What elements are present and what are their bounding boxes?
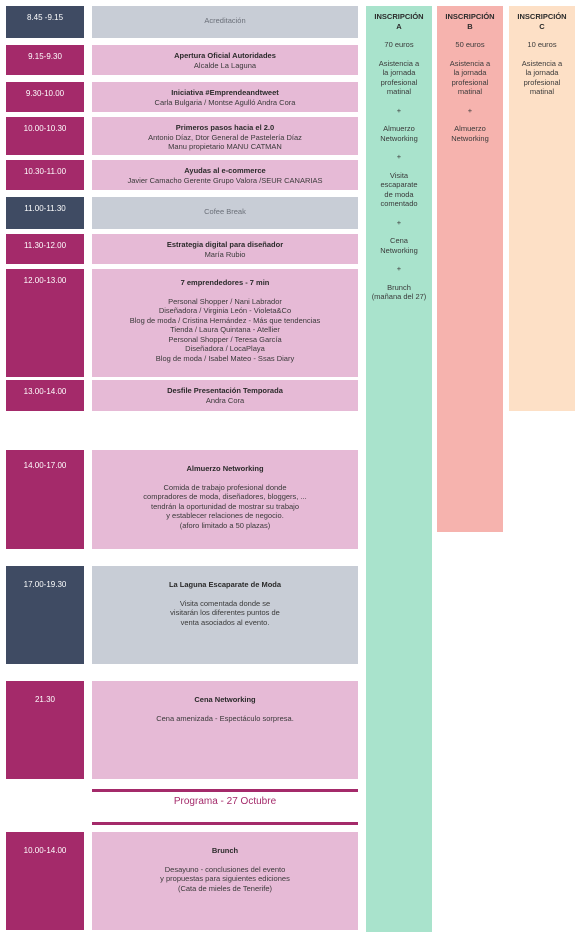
event-line: y establecer relaciones de negocio. xyxy=(166,511,284,520)
event-line: María Rubio xyxy=(204,249,246,259)
inscripcion-item: profesional xyxy=(451,77,489,87)
event-block xyxy=(92,197,358,229)
inscripcion-heading: INSCRIPCIÓN xyxy=(374,12,424,21)
time-slot: 14.00-17.00 xyxy=(6,450,84,549)
event-block xyxy=(92,82,358,112)
event-block xyxy=(92,832,358,930)
event-title: Brunch xyxy=(211,846,239,855)
event-line: Cofee Break xyxy=(204,207,246,216)
inscripcion-price: 70 euros xyxy=(384,40,414,49)
inscripcion-item: matinal xyxy=(457,87,483,96)
inscripcion-item: Networking xyxy=(380,245,418,255)
event-block xyxy=(92,117,358,155)
event-block xyxy=(92,566,358,664)
inscripcion-item: Networking xyxy=(451,133,489,143)
inscripcion-item: Visita xyxy=(389,170,409,180)
event-block xyxy=(92,6,358,38)
event-title: Cena Networking xyxy=(194,695,256,704)
time-slot: 10.00-10.30 xyxy=(6,117,84,155)
inscripcion-item: profesional xyxy=(380,77,418,87)
inscripcion-letter: C xyxy=(539,21,545,31)
plus-sign: + xyxy=(396,152,402,161)
event-line: Antonio Díaz, Dtor General de Pastelería Díaz xyxy=(148,132,302,142)
divider xyxy=(92,822,358,825)
event-block xyxy=(92,160,358,190)
event-line: Personal Shopper / Teresa García xyxy=(168,334,282,344)
plus-sign: + xyxy=(396,264,402,273)
event-line: Personal Shopper / Nani Labrador xyxy=(168,296,282,306)
inscripcion-item: (mañana del 27) xyxy=(371,292,427,301)
event-line: compradores de moda, diseñadores, bloggers, ... xyxy=(143,492,307,501)
event-line: Desayuno - conclusiones del evento xyxy=(164,864,286,874)
event-line: Andra Cora xyxy=(205,395,245,405)
event-line: (aforo limitado a 50 plazas) xyxy=(179,520,271,530)
event-line: (Cata de mieles de Tenerife) xyxy=(177,883,273,893)
inscripcion-item: matinal xyxy=(386,87,412,96)
event-title: La Laguna Escaparate de Moda xyxy=(168,580,282,589)
event-line: Carla Bulgaria / Montse Agulló Andra Cora xyxy=(154,97,296,107)
event-line: Cena amenizada - Espectáculo sorpresa. xyxy=(156,713,294,723)
inscripcion-item: Almuerzo xyxy=(383,124,415,133)
event-line: Diseñadora / LocaPlaya xyxy=(185,344,265,353)
inscripcion-item: Cena xyxy=(390,236,408,245)
time-slot: 9.30-10.00 xyxy=(6,82,84,112)
inscripcion-item: Networking xyxy=(380,133,418,143)
event-line: Tienda / Laura Quintana - Atellier xyxy=(170,325,280,334)
time-slot: 21.30 xyxy=(6,681,84,779)
event-title: Primeros pasos hacia el 2.0 xyxy=(175,123,275,132)
event-line: visitarán los diferentes puntos de xyxy=(170,608,280,617)
time-slot: 10.30-11.00 xyxy=(6,160,84,190)
plus-sign: + xyxy=(396,105,402,115)
inscripcion-item: profesional xyxy=(523,77,561,87)
event-title: Estrategia digital para diseñador xyxy=(166,240,284,249)
inscripcion-item: Asistencia a xyxy=(449,58,491,68)
time-slot: 9.15-9.30 xyxy=(6,45,84,75)
event-line: Diseñadora / Virginia León - Violeta&Co xyxy=(158,306,292,315)
event-line: Acreditación xyxy=(204,16,246,25)
inscripcion-item: Asistencia a xyxy=(521,58,563,68)
inscripcion-heading: INSCRIPCIÓN xyxy=(517,12,567,21)
event-block xyxy=(92,380,358,411)
inscripcion-heading: INSCRIPCIÓN xyxy=(445,12,495,21)
time-slot: 17.00-19.30 xyxy=(6,566,84,664)
event-block xyxy=(92,45,358,75)
inscripcion-c-column xyxy=(509,6,575,411)
event-title: Almuerzo Networking xyxy=(186,464,264,473)
inscripcion-item: Asistencia a xyxy=(378,58,420,68)
inscripcion-item: la jornada xyxy=(525,68,559,77)
day-title: Programa - 27 Octubre xyxy=(173,796,277,807)
inscripcion-item: Almuerzo xyxy=(454,124,486,133)
event-block xyxy=(92,450,358,549)
inscripcion-item: la jornada xyxy=(453,68,487,77)
inscripcion-price: 50 euros xyxy=(455,40,485,49)
event-title: Iniciativa #Emprendeandtweet xyxy=(171,88,279,97)
event-line: Manu propietario MANU CATMAN xyxy=(168,142,282,151)
event-line: Alcalde La Laguna xyxy=(193,60,257,70)
event-line: Visita comentada donde se xyxy=(179,598,271,608)
event-block xyxy=(92,681,358,779)
inscripcion-letter: A xyxy=(396,21,402,31)
inscripcion-a-column xyxy=(366,6,432,932)
event-block xyxy=(92,269,358,377)
time-slot: 11.30-12.00 xyxy=(6,234,84,264)
time-slot: 11.00-11.30 xyxy=(6,197,84,229)
event-title: 7 emprendedores - 7 min xyxy=(180,278,270,287)
time-slot: 10.00-14.00 xyxy=(6,832,84,930)
event-line: Blog de moda / Cristina Hernández - Más que tendencias xyxy=(129,315,321,325)
time-slot: 13.00-14.00 xyxy=(6,380,84,411)
inscripcion-item: matinal xyxy=(529,87,555,96)
inscripcion-item: de moda xyxy=(384,189,414,199)
inscripcion-item: escaparate xyxy=(380,180,418,189)
plus-sign: + xyxy=(396,217,402,227)
inscripcion-b-column xyxy=(437,6,503,532)
inscripcion-item: comentado xyxy=(380,199,418,208)
event-block xyxy=(92,234,358,264)
event-line: Comida de trabajo profesional donde xyxy=(163,482,287,492)
divider xyxy=(92,789,358,792)
plus-sign: + xyxy=(467,105,473,115)
inscripcion-letter: B xyxy=(467,21,473,31)
event-line: Javier Camacho Gerente Grupo Valora /SEUR CANARIAS xyxy=(127,175,323,185)
event-title: Ayudas al e-commerce xyxy=(184,166,266,175)
time-slot: 12.00-13.00 xyxy=(6,269,84,377)
event-title: Apertura Oficial Autoridades xyxy=(174,51,276,60)
event-line: y propuestas para siguientes ediciones xyxy=(160,874,290,883)
inscripcion-price: 10 euros xyxy=(527,40,557,49)
time-slot: 8.45 -9.15 xyxy=(6,6,84,38)
event-line: tendrán la oportunidad de mostrar su trabajo xyxy=(150,501,299,511)
event-line: venta asociados al evento. xyxy=(180,617,270,627)
inscripcion-item: Brunch xyxy=(387,282,411,292)
event-line: Blog de moda / Isabel Mateo - Ssas Diary xyxy=(155,353,295,363)
event-title: Desfile Presentación Temporada xyxy=(167,386,283,395)
inscripcion-item: la jornada xyxy=(382,68,416,77)
